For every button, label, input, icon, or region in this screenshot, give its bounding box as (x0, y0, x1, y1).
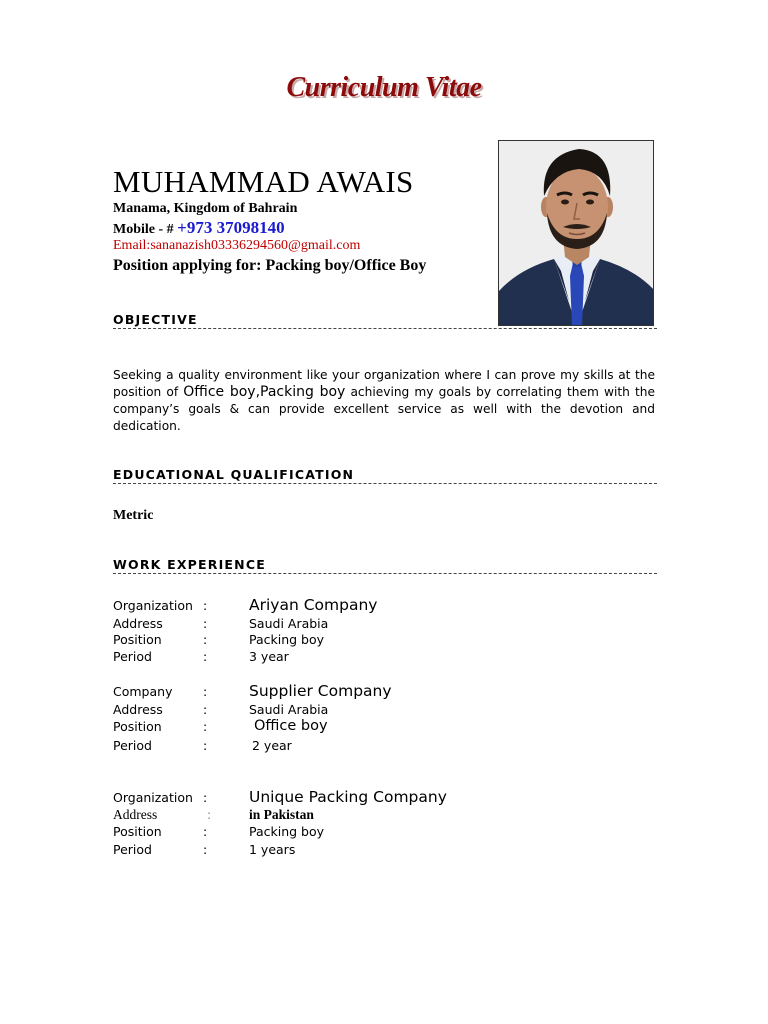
address-label: Address (113, 616, 163, 631)
colon: : (203, 684, 208, 699)
address-label: Address (113, 807, 158, 822)
colon: : (203, 598, 208, 613)
colon: : (203, 842, 208, 857)
cv-title: Curriculum Vitae (286, 72, 482, 103)
position-label: Position (113, 632, 162, 647)
organization-name: Unique Packing Company (249, 788, 447, 806)
company-label: Company (113, 684, 173, 699)
period-value: 3 year (249, 649, 289, 664)
objective-positions: Office boy,Packing boy (183, 384, 346, 400)
colon: : (207, 807, 212, 822)
colon: : (203, 824, 208, 839)
position-value: Office boy (254, 718, 328, 734)
objective-text (113, 367, 655, 435)
email-address: Email:sananazish03336294560@gmail.com (113, 238, 361, 253)
period-label: Period (113, 738, 152, 753)
colon: : (203, 616, 208, 631)
organization-name: Ariyan Company (249, 596, 378, 614)
objective-text-part1: Seeking a quality environment like your organization where I can prove my skills at the position of (113, 368, 655, 399)
profile-photo (498, 140, 654, 326)
colon: : (203, 649, 208, 664)
period-value: 1 years (249, 842, 296, 857)
work-experience-heading: WORK EXPERIENCE (113, 558, 657, 574)
position-value: Packing boy (249, 632, 325, 647)
candidate-address: Manama, Kingdom of Bahrain (113, 201, 298, 216)
period-label: Period (113, 842, 152, 857)
mobile-line (113, 218, 285, 238)
mobile-number: +973 37098140 (177, 218, 285, 237)
colon: : (203, 790, 208, 805)
education-heading: EDUCATIONAL QUALIFICATION (113, 468, 657, 484)
position-label: Position (113, 824, 162, 839)
objective-heading: OBJECTIVE (113, 313, 657, 329)
period-value: 2 year (252, 738, 292, 753)
colon: : (203, 702, 208, 717)
objective-text-part2: achieving my goals by correlating them with the company’s goals & can provide excellent service as well with the devotion and dedication. (113, 385, 655, 433)
colon: : (203, 632, 208, 647)
organization-label: Organization (113, 790, 193, 805)
address-value: Saudi Arabia (249, 616, 329, 631)
address-value: Saudi Arabia (249, 702, 329, 717)
candidate-name: MUHAMMAD AWAIS (113, 164, 414, 199)
period-label: Period (113, 649, 152, 664)
address-value: in Pakistan (249, 807, 314, 822)
company-name: Supplier Company (249, 682, 392, 700)
position-value: Packing boy (249, 824, 325, 839)
colon: : (203, 719, 208, 734)
organization-label: Organization (113, 598, 193, 613)
position-applying: Position applying for: Packing boy/Office Boy (113, 257, 427, 274)
colon: : (203, 738, 208, 753)
mobile-label: Mobile - # (113, 222, 178, 237)
position-label: Position (113, 719, 162, 734)
education-item: Metric (113, 508, 154, 523)
address-label: Address (113, 702, 163, 717)
